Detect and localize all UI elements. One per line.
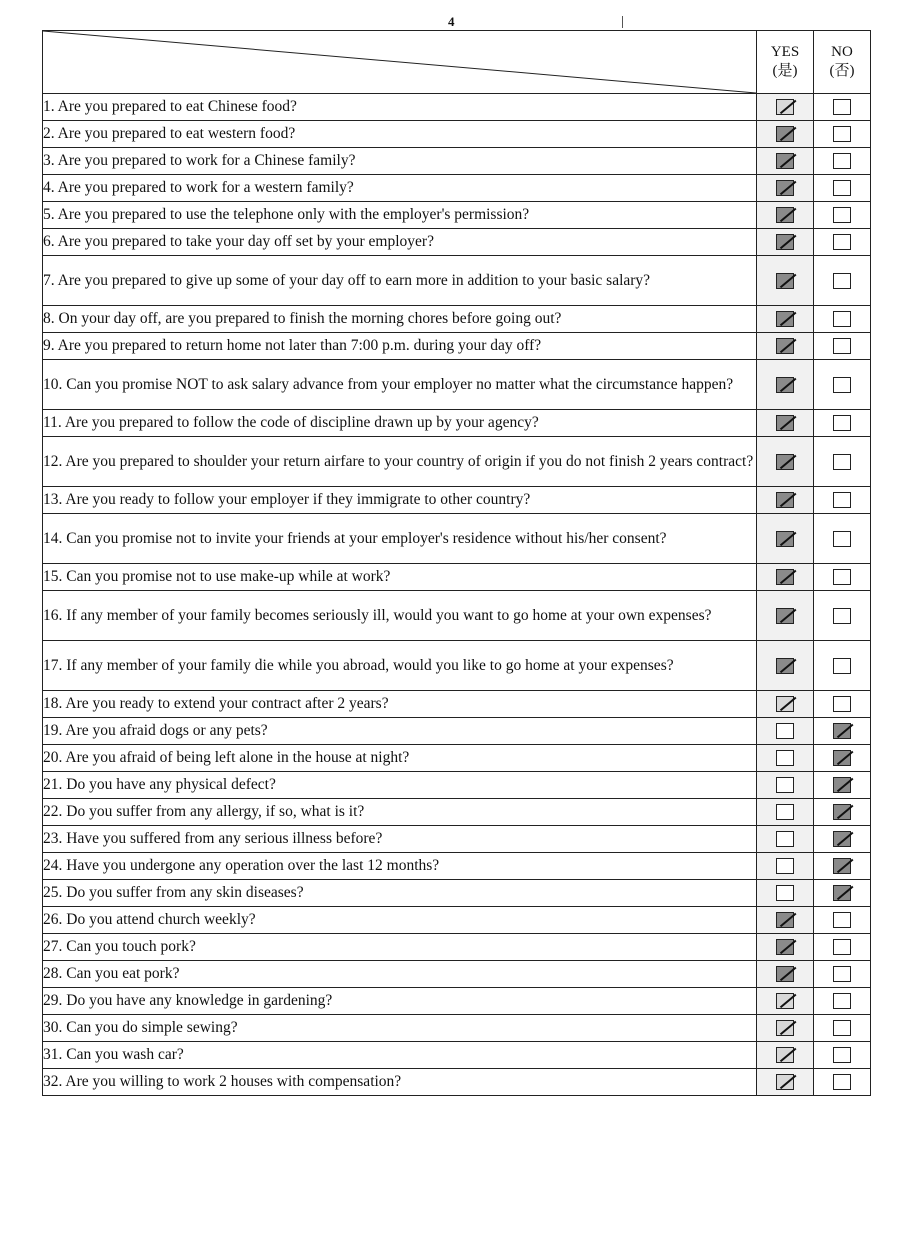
- question-text: 25. Do you suffer from any skin diseases?: [43, 884, 304, 901]
- yes-answer-cell[interactable]: [757, 229, 814, 256]
- question-row: [43, 94, 871, 121]
- no-answer-cell[interactable]: [814, 306, 871, 333]
- yes-checkbox[interactable]: [776, 608, 794, 624]
- no-answer-cell[interactable]: [814, 826, 871, 853]
- yes-column-header: [757, 31, 814, 94]
- question-text-cell: [43, 907, 757, 934]
- no-checkbox[interactable]: [833, 831, 851, 847]
- question-row: [43, 745, 871, 772]
- question-row: [43, 988, 871, 1015]
- no-checkbox[interactable]: [833, 153, 851, 169]
- yes-checkbox[interactable]: [776, 492, 794, 508]
- no-answer-cell[interactable]: [814, 853, 871, 880]
- question-row: [43, 1042, 871, 1069]
- no-checkbox[interactable]: [833, 750, 851, 766]
- yes-checkbox[interactable]: [776, 99, 794, 115]
- yes-checkbox[interactable]: [776, 1020, 794, 1036]
- question-text: 12. Are you prepared to shoulder your return airfare to your country of origin if you do not finish 2 years contract?: [43, 452, 754, 470]
- no-answer-cell[interactable]: [814, 148, 871, 175]
- question-text: 6. Are you prepared to take your day off set by your employer?: [43, 233, 434, 250]
- no-checkbox[interactable]: [833, 415, 851, 431]
- no-answer-cell[interactable]: [814, 1015, 871, 1042]
- diagonal-header-cell: [43, 31, 757, 94]
- no-checkbox[interactable]: [833, 885, 851, 901]
- question-row: [43, 202, 871, 229]
- no-answer-cell[interactable]: [814, 256, 871, 306]
- question-text: 27. Can you touch pork?: [43, 938, 196, 955]
- yes-checkbox[interactable]: [776, 696, 794, 712]
- no-checkbox[interactable]: [833, 492, 851, 508]
- no-checkbox[interactable]: [833, 658, 851, 674]
- question-row: [43, 175, 871, 202]
- yes-checkbox[interactable]: [776, 454, 794, 470]
- no-checkbox[interactable]: [833, 966, 851, 982]
- question-row: [43, 907, 871, 934]
- no-answer-cell[interactable]: [814, 907, 871, 934]
- yes-answer-cell[interactable]: [757, 306, 814, 333]
- question-row: [43, 229, 871, 256]
- question-row: [43, 487, 871, 514]
- no-answer-cell[interactable]: [814, 514, 871, 564]
- no-answer-cell[interactable]: [814, 175, 871, 202]
- yes-checkbox[interactable]: [776, 207, 794, 223]
- question-text-cell: [43, 360, 757, 410]
- no-checkbox[interactable]: [833, 696, 851, 712]
- yes-answer-cell[interactable]: [757, 1015, 814, 1042]
- yes-answer-cell[interactable]: [757, 94, 814, 121]
- question-row: [43, 853, 871, 880]
- question-row: [43, 410, 871, 437]
- yes-answer-cell[interactable]: [757, 121, 814, 148]
- question-text-cell: [43, 880, 757, 907]
- no-checkbox[interactable]: [833, 454, 851, 470]
- no-checkbox[interactable]: [833, 126, 851, 142]
- no-checkbox[interactable]: [833, 993, 851, 1009]
- yes-checkbox[interactable]: [776, 234, 794, 250]
- no-answer-cell[interactable]: [814, 691, 871, 718]
- yes-answer-cell[interactable]: [757, 410, 814, 437]
- yes-answer-cell[interactable]: [757, 826, 814, 853]
- yes-header-label: YES (是): [770, 44, 800, 79]
- question-row: [43, 306, 871, 333]
- no-checkbox[interactable]: [833, 569, 851, 585]
- yes-answer-cell[interactable]: [757, 691, 814, 718]
- yes-answer-cell[interactable]: [757, 487, 814, 514]
- question-text: 19. Are you afraid dogs or any pets?: [43, 722, 268, 739]
- no-answer-cell[interactable]: [814, 487, 871, 514]
- question-text-cell: [43, 591, 757, 641]
- question-row: [43, 641, 871, 691]
- yes-checkbox[interactable]: [776, 415, 794, 431]
- question-row: [43, 1015, 871, 1042]
- question-text: 13. Are you ready to follow your employer if they immigrate to other country?: [43, 491, 531, 508]
- no-header-label: NO (否): [829, 44, 855, 79]
- yes-answer-cell[interactable]: [757, 772, 814, 799]
- question-text-cell: [43, 437, 757, 487]
- question-text-cell: [43, 853, 757, 880]
- question-text: 14. Can you promise not to invite your friends at your employer's residence without his/her consent?: [43, 529, 667, 547]
- question-text-cell: [43, 988, 757, 1015]
- yes-checkbox[interactable]: [776, 750, 794, 766]
- yes-answer-cell[interactable]: [757, 853, 814, 880]
- yes-checkbox[interactable]: [776, 1074, 794, 1090]
- question-text-cell: [43, 564, 757, 591]
- question-text-cell: [43, 1069, 757, 1096]
- no-checkbox[interactable]: [833, 234, 851, 250]
- no-answer-cell[interactable]: [814, 988, 871, 1015]
- yes-checkbox[interactable]: [776, 966, 794, 982]
- no-answer-cell[interactable]: [814, 799, 871, 826]
- question-row: [43, 826, 871, 853]
- question-text-cell: [43, 148, 757, 175]
- question-text: 23. Have you suffered from any serious illness before?: [43, 830, 383, 847]
- question-row: [43, 437, 871, 487]
- question-text-cell: [43, 961, 757, 988]
- yes-answer-cell[interactable]: [757, 514, 814, 564]
- question-row: [43, 591, 871, 641]
- yes-checkbox[interactable]: [776, 311, 794, 327]
- yes-checkbox[interactable]: [776, 831, 794, 847]
- question-row: [43, 256, 871, 306]
- question-row: [43, 934, 871, 961]
- yes-checkbox[interactable]: [776, 723, 794, 739]
- yes-answer-cell[interactable]: [757, 360, 814, 410]
- yes-answer-cell[interactable]: [757, 799, 814, 826]
- no-answer-cell[interactable]: [814, 1069, 871, 1096]
- yes-answer-cell[interactable]: [757, 256, 814, 306]
- question-text-cell: [43, 934, 757, 961]
- yes-answer-cell[interactable]: [757, 988, 814, 1015]
- no-checkbox[interactable]: [833, 207, 851, 223]
- yes-answer-cell[interactable]: [757, 1042, 814, 1069]
- question-text-cell: [43, 514, 757, 564]
- page-mark: [622, 16, 623, 28]
- question-text-cell: [43, 410, 757, 437]
- yes-checkbox[interactable]: [776, 939, 794, 955]
- yes-answer-cell[interactable]: [757, 202, 814, 229]
- yes-checkbox[interactable]: [776, 804, 794, 820]
- question-text: 7. Are you prepared to give up some of your day off to earn more in addition to your basic salary?: [43, 271, 651, 289]
- yes-checkbox[interactable]: [776, 180, 794, 196]
- yes-answer-cell[interactable]: [757, 907, 814, 934]
- question-text: 20. Are you afraid of being left alone in the house at night?: [43, 749, 410, 766]
- question-row: [43, 333, 871, 360]
- question-text-cell: [43, 1015, 757, 1042]
- no-checkbox[interactable]: [833, 338, 851, 354]
- no-checkbox[interactable]: [833, 531, 851, 547]
- no-checkbox[interactable]: [833, 723, 851, 739]
- question-text: 31. Can you wash car?: [43, 1046, 184, 1063]
- no-checkbox[interactable]: [833, 273, 851, 289]
- no-checkbox[interactable]: [833, 377, 851, 393]
- question-text: 15. Can you promise not to use make-up while at work?: [43, 568, 391, 585]
- question-text: 10. Can you promise NOT to ask salary advance from your employer no matter what the circumstance happen?: [43, 375, 734, 393]
- question-text: 22. Do you suffer from any allergy, if so, what is it?: [43, 803, 365, 820]
- yes-checkbox[interactable]: [776, 658, 794, 674]
- question-row: [43, 1069, 871, 1096]
- question-text-cell: [43, 799, 757, 826]
- question-text: 28. Can you eat pork?: [43, 965, 180, 982]
- no-answer-cell[interactable]: [814, 229, 871, 256]
- yes-checkbox[interactable]: [776, 569, 794, 585]
- question-text: 16. If any member of your family becomes seriously ill, would you want to go home at your own expenses?: [43, 606, 712, 624]
- no-checkbox[interactable]: [833, 99, 851, 115]
- question-text-cell: [43, 641, 757, 691]
- no-column-header: [814, 31, 871, 94]
- no-checkbox[interactable]: [833, 777, 851, 793]
- no-answer-cell[interactable]: [814, 333, 871, 360]
- no-answer-cell[interactable]: [814, 360, 871, 410]
- yes-answer-cell[interactable]: [757, 1069, 814, 1096]
- yes-checkbox[interactable]: [776, 1047, 794, 1063]
- question-text: 32. Are you willing to work 2 houses with compensation?: [43, 1073, 402, 1090]
- question-text-cell: [43, 487, 757, 514]
- yes-checkbox[interactable]: [776, 912, 794, 928]
- no-checkbox[interactable]: [833, 180, 851, 196]
- question-text-cell: [43, 229, 757, 256]
- no-answer-cell[interactable]: [814, 121, 871, 148]
- question-text-cell: [43, 826, 757, 853]
- no-answer-cell[interactable]: [814, 1042, 871, 1069]
- question-text: 30. Can you do simple sewing?: [43, 1019, 238, 1036]
- no-answer-cell[interactable]: [814, 202, 871, 229]
- no-checkbox[interactable]: [833, 608, 851, 624]
- question-text: 26. Do you attend church weekly?: [43, 911, 256, 928]
- yes-answer-cell[interactable]: [757, 880, 814, 907]
- no-answer-cell[interactable]: [814, 772, 871, 799]
- no-checkbox[interactable]: [833, 1047, 851, 1063]
- question-row: [43, 691, 871, 718]
- question-row: [43, 121, 871, 148]
- question-text-cell: [43, 175, 757, 202]
- no-checkbox[interactable]: [833, 912, 851, 928]
- question-text: 8. On your day off, are you prepared to finish the morning chores before going out?: [43, 310, 562, 327]
- question-text: 29. Do you have any knowledge in gardening?: [43, 992, 333, 1009]
- yes-answer-cell[interactable]: [757, 175, 814, 202]
- question-text-cell: [43, 691, 757, 718]
- question-row: [43, 961, 871, 988]
- question-text-cell: [43, 772, 757, 799]
- question-text-cell: [43, 306, 757, 333]
- question-text-cell: [43, 94, 757, 121]
- yes-checkbox[interactable]: [776, 777, 794, 793]
- question-text-cell: [43, 1042, 757, 1069]
- yes-answer-cell[interactable]: [757, 745, 814, 772]
- question-text: 18. Are you ready to extend your contract after 2 years?: [43, 695, 389, 712]
- yes-checkbox[interactable]: [776, 531, 794, 547]
- question-text-cell: [43, 121, 757, 148]
- questionnaire-table: [42, 30, 871, 1096]
- question-row: [43, 148, 871, 175]
- question-text: 2. Are you prepared to eat western food?: [43, 125, 296, 142]
- page-number: 4: [448, 14, 455, 29]
- no-checkbox[interactable]: [833, 1020, 851, 1036]
- yes-checkbox[interactable]: [776, 126, 794, 142]
- questions-body: [43, 94, 871, 1096]
- no-answer-cell[interactable]: [814, 591, 871, 641]
- question-row: [43, 880, 871, 907]
- yes-checkbox[interactable]: [776, 885, 794, 901]
- no-answer-cell[interactable]: [814, 880, 871, 907]
- question-text: 17. If any member of your family die while you abroad, would you like to go home at your expenses?: [43, 656, 674, 674]
- yes-checkbox[interactable]: [776, 273, 794, 289]
- question-row: [43, 718, 871, 745]
- no-checkbox[interactable]: [833, 311, 851, 327]
- no-answer-cell[interactable]: [814, 564, 871, 591]
- yes-checkbox[interactable]: [776, 858, 794, 874]
- question-text-cell: [43, 333, 757, 360]
- no-checkbox[interactable]: [833, 858, 851, 874]
- question-text-cell: [43, 745, 757, 772]
- question-text: 4. Are you prepared to work for a western family?: [43, 179, 354, 196]
- question-text: 11. Are you prepared to follow the code of discipline drawn up by your agency?: [43, 414, 539, 431]
- no-answer-cell[interactable]: [814, 94, 871, 121]
- yes-checkbox[interactable]: [776, 993, 794, 1009]
- question-text: 9. Are you prepared to return home not later than 7:00 p.m. during your day off?: [43, 337, 542, 354]
- no-answer-cell[interactable]: [814, 745, 871, 772]
- question-row: [43, 799, 871, 826]
- no-checkbox[interactable]: [833, 1074, 851, 1090]
- yes-answer-cell[interactable]: [757, 148, 814, 175]
- question-text-cell: [43, 718, 757, 745]
- question-text-cell: [43, 256, 757, 306]
- question-row: [43, 514, 871, 564]
- question-text: 21. Do you have any physical defect?: [43, 776, 276, 793]
- diagonal-line: [43, 31, 756, 93]
- yes-answer-cell[interactable]: [757, 641, 814, 691]
- yes-answer-cell[interactable]: [757, 591, 814, 641]
- yes-answer-cell[interactable]: [757, 437, 814, 487]
- question-text-cell: [43, 202, 757, 229]
- no-answer-cell[interactable]: [814, 961, 871, 988]
- no-answer-cell[interactable]: [814, 437, 871, 487]
- yes-checkbox[interactable]: [776, 153, 794, 169]
- yes-answer-cell[interactable]: [757, 333, 814, 360]
- question-text: 1. Are you prepared to eat Chinese food?: [43, 98, 297, 115]
- yes-checkbox[interactable]: [776, 338, 794, 354]
- question-text: 24. Have you undergone any operation over the last 12 months?: [43, 857, 440, 874]
- no-answer-cell[interactable]: [814, 934, 871, 961]
- question-text: 3. Are you prepared to work for a Chinese family?: [43, 152, 356, 169]
- question-row: [43, 360, 871, 410]
- no-answer-cell[interactable]: [814, 410, 871, 437]
- yes-answer-cell[interactable]: [757, 934, 814, 961]
- yes-answer-cell[interactable]: [757, 961, 814, 988]
- no-checkbox[interactable]: [833, 804, 851, 820]
- question-row: [43, 772, 871, 799]
- no-answer-cell[interactable]: [814, 641, 871, 691]
- question-row: [43, 564, 871, 591]
- yes-answer-cell[interactable]: [757, 718, 814, 745]
- question-text: 5. Are you prepared to use the telephone only with the employer's permission?: [43, 206, 530, 223]
- yes-answer-cell[interactable]: [757, 564, 814, 591]
- no-checkbox[interactable]: [833, 939, 851, 955]
- yes-checkbox[interactable]: [776, 377, 794, 393]
- table-header-row: [43, 31, 871, 94]
- no-answer-cell[interactable]: [814, 718, 871, 745]
